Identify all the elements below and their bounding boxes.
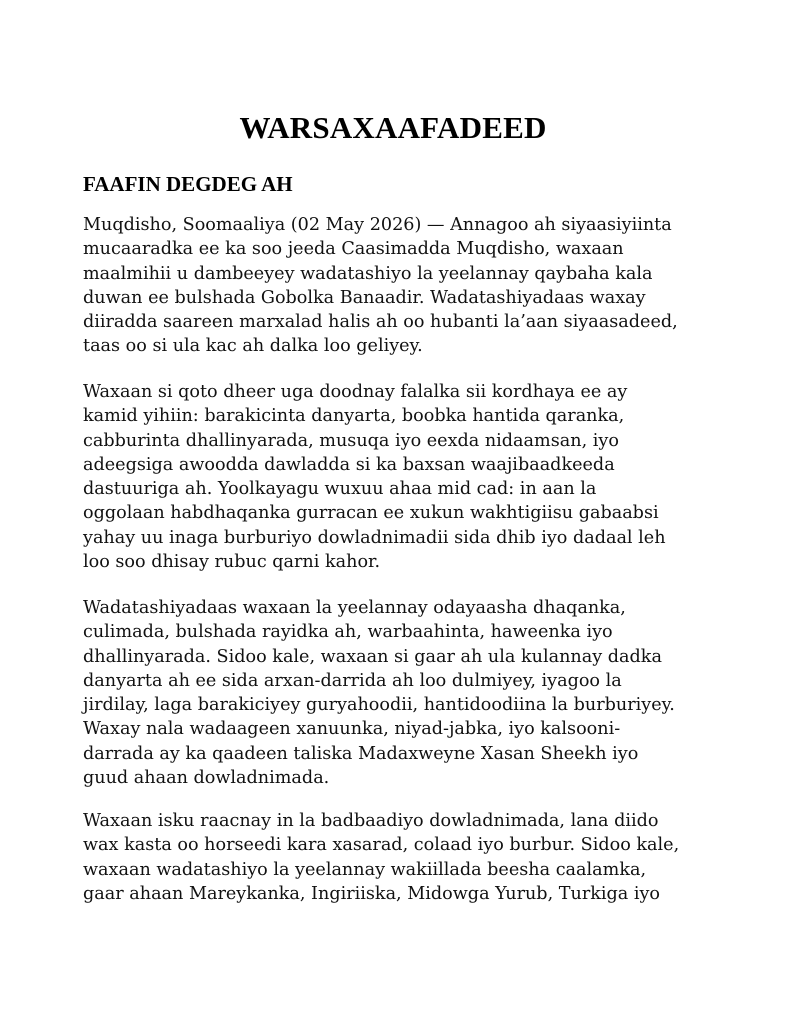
paragraph-line: Waxay nala wadaageen xanuunka, niyad-jabka, iyo kalsooni- <box>83 719 621 740</box>
paragraph-4 <box>83 809 723 906</box>
document-title: WARSAXAAFADEED <box>239 110 547 145</box>
paragraph-line: maalmihii u dambeeyey wadatashiyo la yeelannay qaybaha kala <box>83 263 653 284</box>
paragraph-line: Wadatashiyadaas waxaan la yeelannay odayaasha dhaqanka, <box>83 598 626 618</box>
paragraph-line: waxaan wadatashiyo la yeelannay wakiillada beesha caalamka, <box>83 859 647 880</box>
paragraph-line: oggolaan habdhaqanka gurracan ee xukun wakhtigiisu gabaabsi <box>83 503 659 524</box>
paragraph-line: jirdilay, laga barakiciyey guryahoodii, hantidoodiina la burburiyey. <box>83 695 675 716</box>
paragraph-line: adeegsiga awoodda dawladda si ka baxsan waajibaadkeeda <box>83 454 615 475</box>
paragraph-line: Muqdisho, Soomaaliya (02 May 2026) — Annagoo ah siyaasiyiinta <box>83 215 672 235</box>
paragraph-line: gaar ahaan Mareykanka, Ingiriiska, Midowga Yurub, Turkiga iyo <box>83 883 661 904</box>
paragraph-line: darrada ay ka qaadeen taliska Madaxweyne Xasan Sheekh iyo <box>83 743 639 764</box>
paragraph-line: culimada, bulshada rayidka ah, warbaahinta, haweenka iyo <box>83 622 613 643</box>
paragraph-line: Waxaan isku raacnay in la badbaadiyo dowladnimada, lana diido <box>83 811 659 831</box>
release-label: FAAFIN DEGDEG AH <box>83 172 293 196</box>
paragraph-line: duwan ee bulshada Gobolka Banaadir. Wadatashiyadaas waxay <box>83 287 646 308</box>
paragraph-line: dastuuriga ah. Yoolkayagu wuxuu ahaa mid cad: in aan la <box>83 479 597 500</box>
paragraph-line: cabburinta dhallinyarada, musuqa iyo eexda nidaamsan, iyo <box>83 430 619 451</box>
paragraph-3 <box>83 596 723 790</box>
paragraph-line: loo soo dhisay rubuc qarni kahor. <box>83 552 381 573</box>
paragraph-line: dhallinyarada. Sidoo kale, waxaan si gaar ah ula kulannay dadka <box>83 646 662 667</box>
paragraph-line: kamid yihiin: barakicinta danyarta, boobka hantida qaranka, <box>83 406 625 427</box>
paragraph-line: Waxaan si qoto dheer uga doodnay falalka sii kordhaya ee ay <box>83 382 628 402</box>
paragraph-line: wax kasta oo horseedi kara xasarad, colaad iyo burbur. Sidoo kale, <box>83 835 680 856</box>
paragraph-line: danyarta ah ee sida arxan-darrida ah loo dulmiyey, iyagoo la <box>83 670 622 691</box>
paragraph-line: mucaaradka ee ka soo jeeda Caasimadda Muqdisho, waxaan <box>83 239 624 260</box>
paragraph-2 <box>83 380 723 574</box>
paragraph-line: taas oo si ula kac ah dalka loo geliyey. <box>83 336 423 357</box>
paragraph-1 <box>83 213 723 359</box>
paragraph-line: yahay uu inaga burburiyo dowladnimadii sida dhib iyo dadaal leh <box>83 527 666 548</box>
paragraph-line: diiradda saareen marxalad halis ah oo hubanti la’aan siyaasadeed, <box>83 312 678 333</box>
paragraph-line: guud ahaan dowladnimada. <box>83 768 330 789</box>
